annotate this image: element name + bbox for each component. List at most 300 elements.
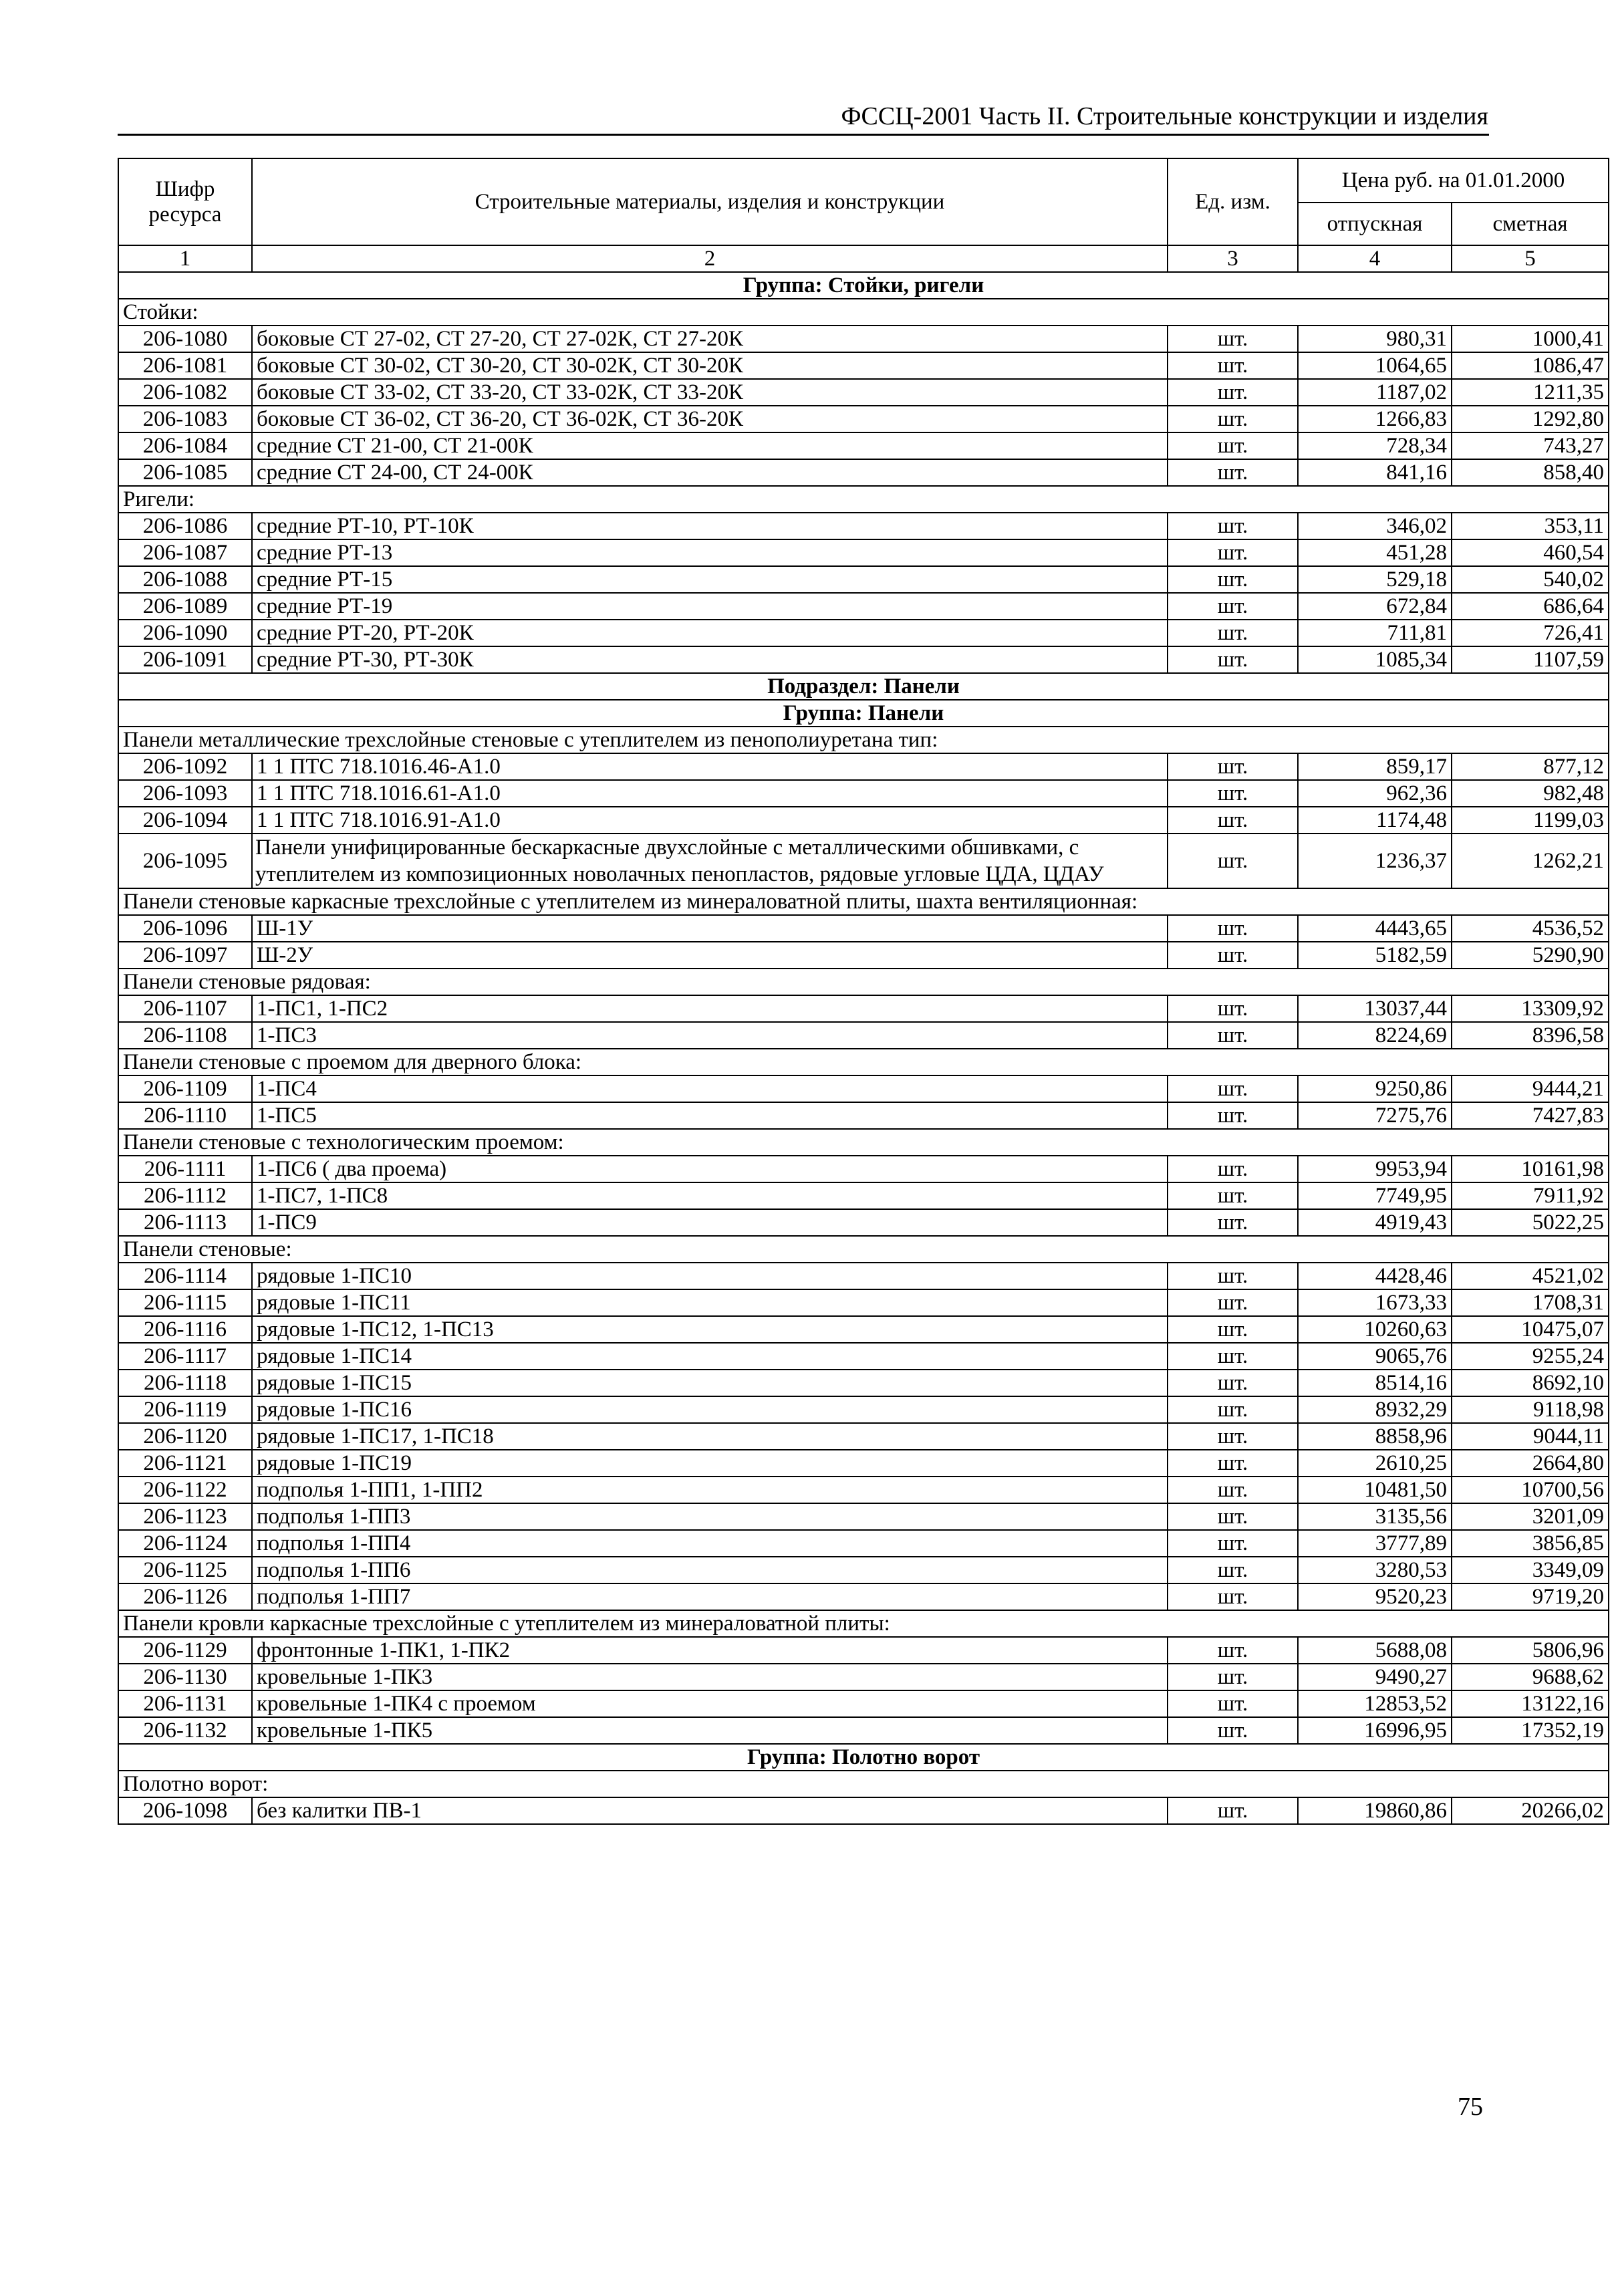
table-row [118,1316,1609,1343]
resource-code: 206-1125 [118,1557,252,1583]
estimate-price: 9118,98 [1452,1396,1609,1423]
material-name: 1-ПС3 [252,1022,1168,1049]
material-name: 1-ПС4 [252,1075,1168,1102]
resource-code: 206-1126 [118,1583,252,1610]
unit-of-measure: шт. [1168,807,1298,834]
table-row [118,780,1609,807]
table-row [118,513,1609,539]
release-price: 5182,59 [1298,942,1452,969]
resource-code: 206-1084 [118,432,252,459]
material-name: Ш-1У [252,915,1168,942]
page-header-title: ФССЦ-2001 Часть II. Строительные конструкции и изделия [841,102,1488,130]
release-price: 1266,83 [1298,406,1452,432]
release-price: 841,16 [1298,459,1452,486]
unit-of-measure: шт. [1168,1022,1298,1049]
material-name: рядовые 1-ПС19 [252,1450,1168,1477]
estimate-price: 1292,80 [1452,406,1609,432]
subheader-row [118,486,1609,513]
resource-code: 206-1096 [118,915,252,942]
unit-of-measure: шт. [1168,1316,1298,1343]
estimate-price: 5022,25 [1452,1209,1609,1236]
subheader-label: Полотно ворот: [118,1771,1609,1797]
release-price: 3777,89 [1298,1530,1452,1557]
subheader-row [118,727,1609,753]
estimate-price: 3201,09 [1452,1503,1609,1530]
resource-code: 206-1083 [118,406,252,432]
unit-of-measure: шт. [1168,1263,1298,1289]
table-row [118,1664,1609,1690]
resource-code: 206-1123 [118,1503,252,1530]
resource-code: 206-1124 [118,1530,252,1557]
release-price: 10481,50 [1298,1477,1452,1503]
column-header-unit: Ед. изм. [1168,158,1298,245]
table-row [118,1637,1609,1664]
subheader-row [118,299,1609,326]
table-row [118,646,1609,673]
release-price: 346,02 [1298,513,1452,539]
unit-of-measure: шт. [1168,1450,1298,1477]
material-name: средние РТ-20, РТ-20К [252,620,1168,646]
resource-code: 206-1097 [118,942,252,969]
material-name: рядовые 1-ПС14 [252,1343,1168,1370]
release-price: 711,81 [1298,620,1452,646]
material-name: кровельные 1-ПК4 с проемом [252,1690,1168,1717]
unit-of-measure: шт. [1168,1370,1298,1396]
subheader-row [118,1049,1609,1075]
unit-of-measure: шт. [1168,1156,1298,1182]
resource-code: 206-1132 [118,1717,252,1744]
material-name: средние СТ 24-00, СТ 24-00К [252,459,1168,486]
unit-of-measure: шт. [1168,1557,1298,1583]
unit-of-measure: шт. [1168,513,1298,539]
resource-code: 206-1090 [118,620,252,646]
table-row [118,352,1609,379]
release-price: 1174,48 [1298,807,1452,834]
table-row [118,566,1609,593]
release-price: 859,17 [1298,753,1452,780]
release-price: 16996,95 [1298,1717,1452,1744]
material-name: фронтонные 1-ПК1, 1-ПК2 [252,1637,1168,1664]
column-header-price: Цена руб. на 01.01.2000 [1298,158,1609,203]
material-name: средние РТ-10, РТ-10К [252,513,1168,539]
release-price: 4428,46 [1298,1263,1452,1289]
resource-code: 206-1089 [118,593,252,620]
column-number: 3 [1168,245,1298,272]
table-row [118,593,1609,620]
material-name: кровельные 1-ПК5 [252,1717,1168,1744]
release-price: 8514,16 [1298,1370,1452,1396]
table-row [118,1530,1609,1557]
unit-of-measure: шт. [1168,1637,1298,1664]
table-header-row [118,158,1609,203]
estimate-price: 7911,92 [1452,1182,1609,1209]
resource-code: 206-1115 [118,1289,252,1316]
material-name: рядовые 1-ПС15 [252,1370,1168,1396]
estimate-price: 10475,07 [1452,1316,1609,1343]
column-header-release: отпускная [1298,203,1452,245]
section-title: Подраздел: Панели [118,673,1609,700]
material-name: 1-ПС6 ( два проема) [252,1156,1168,1182]
unit-of-measure: шт. [1168,1423,1298,1450]
column-header-name: Строительные материалы, изделия и конструкции [252,158,1168,245]
release-price: 529,18 [1298,566,1452,593]
header-rule [118,134,1489,136]
resource-code: 206-1130 [118,1664,252,1690]
unit-of-measure: шт. [1168,1690,1298,1717]
resource-code: 206-1129 [118,1637,252,1664]
material-name: подполья 1-ПП3 [252,1503,1168,1530]
subheader-row [118,888,1609,915]
unit-of-measure: шт. [1168,1102,1298,1129]
resource-code: 206-1116 [118,1316,252,1343]
release-price: 672,84 [1298,593,1452,620]
release-price: 12853,52 [1298,1690,1452,1717]
release-price: 451,28 [1298,539,1452,566]
unit-of-measure: шт. [1168,379,1298,406]
estimate-price: 982,48 [1452,780,1609,807]
release-price: 13037,44 [1298,995,1452,1022]
release-price: 9490,27 [1298,1664,1452,1690]
estimate-price: 9719,20 [1452,1583,1609,1610]
estimate-price: 877,12 [1452,753,1609,780]
table-row [118,942,1609,969]
release-price: 10260,63 [1298,1316,1452,1343]
release-price: 962,36 [1298,780,1452,807]
release-price: 4443,65 [1298,915,1452,942]
estimate-price: 9688,62 [1452,1664,1609,1690]
page-number: 75 [1458,2093,1483,2121]
resource-code: 206-1122 [118,1477,252,1503]
unit-of-measure: шт. [1168,1530,1298,1557]
group-title-row [118,700,1609,727]
unit-of-measure: шт. [1168,834,1298,888]
unit-of-measure: шт. [1168,780,1298,807]
release-price: 3135,56 [1298,1503,1452,1530]
estimate-price: 13122,16 [1452,1690,1609,1717]
column-number: 1 [118,245,252,272]
release-price: 728,34 [1298,432,1452,459]
resource-code: 206-1098 [118,1797,252,1824]
material-name: средние РТ-15 [252,566,1168,593]
resource-code: 206-1117 [118,1343,252,1370]
estimate-price: 3856,85 [1452,1530,1609,1557]
release-price: 8932,29 [1298,1396,1452,1423]
release-price: 1187,02 [1298,379,1452,406]
unit-of-measure: шт. [1168,1209,1298,1236]
estimate-price: 7427,83 [1452,1102,1609,1129]
resource-code: 206-1121 [118,1450,252,1477]
table-row [118,1690,1609,1717]
estimate-price: 1211,35 [1452,379,1609,406]
resource-code: 206-1093 [118,780,252,807]
unit-of-measure: шт. [1168,1289,1298,1316]
subheader-label: Панели стеновые: [118,1236,1609,1263]
unit-of-measure: шт. [1168,1477,1298,1503]
resource-code: 206-1119 [118,1396,252,1423]
table-row [118,1583,1609,1610]
material-name: рядовые 1-ПС10 [252,1263,1168,1289]
material-name: средние СТ 21-00, СТ 21-00К [252,432,1168,459]
estimate-price: 10700,56 [1452,1477,1609,1503]
unit-of-measure: шт. [1168,1343,1298,1370]
release-price: 4919,43 [1298,1209,1452,1236]
unit-of-measure: шт. [1168,1717,1298,1744]
material-name: боковые СТ 33-02, СТ 33-20, СТ 33-02К, СТ 33-20К [252,379,1168,406]
table-row [118,1477,1609,1503]
material-name: средние РТ-13 [252,539,1168,566]
resource-code: 206-1110 [118,1102,252,1129]
estimate-price: 460,54 [1452,539,1609,566]
unit-of-measure: шт. [1168,753,1298,780]
table-row [118,1343,1609,1370]
material-name: подполья 1-ПП1, 1-ПП2 [252,1477,1168,1503]
subheader-label: Панели стеновые рядовая: [118,969,1609,995]
resource-code: 206-1085 [118,459,252,486]
release-price: 1673,33 [1298,1289,1452,1316]
resource-code: 206-1112 [118,1182,252,1209]
unit-of-measure: шт. [1168,1075,1298,1102]
material-name: без калитки ПВ-1 [252,1797,1168,1824]
estimate-price: 13309,92 [1452,995,1609,1022]
estimate-price: 1708,31 [1452,1289,1609,1316]
release-price: 7275,76 [1298,1102,1452,1129]
resource-code: 206-1108 [118,1022,252,1049]
resource-code: 206-1107 [118,995,252,1022]
section-title-row [118,673,1609,700]
subheader-label: Панели металлические трехслойные стеновые с утеплителем из пенополиуретана тип: [118,727,1609,753]
material-name: средние РТ-30, РТ-30К [252,646,1168,673]
material-name: 1-ПС9 [252,1209,1168,1236]
material-name: боковые СТ 36-02, СТ 36-20, СТ 36-02К, СТ 36-20К [252,406,1168,432]
group-title-row [118,272,1609,299]
table-row [118,1289,1609,1316]
resource-code: 206-1118 [118,1370,252,1396]
subheader-label: Стойки: [118,299,1609,326]
resource-code: 206-1086 [118,513,252,539]
table-row [118,1022,1609,1049]
unit-of-measure: шт. [1168,432,1298,459]
unit-of-measure: шт. [1168,352,1298,379]
estimate-price: 353,11 [1452,513,1609,539]
group-title: Группа: Полотно ворот [118,1744,1609,1771]
table-row [118,807,1609,834]
subheader-label: Панели стеновые каркасные трехслойные с утеплителем из минераловатной плиты, шахта вентиляционная: [118,888,1609,915]
release-price: 980,31 [1298,326,1452,352]
unit-of-measure: шт. [1168,1182,1298,1209]
table-row [118,620,1609,646]
unit-of-measure: шт. [1168,1503,1298,1530]
unit-of-measure: шт. [1168,459,1298,486]
estimate-price: 686,64 [1452,593,1609,620]
table-row [118,539,1609,566]
estimate-price: 858,40 [1452,459,1609,486]
subheader-row [118,1771,1609,1797]
unit-of-measure: шт. [1168,942,1298,969]
material-name: 1-ПС7, 1-ПС8 [252,1182,1168,1209]
table-row [118,1557,1609,1583]
table-row [118,1717,1609,1744]
estimate-price: 17352,19 [1452,1717,1609,1744]
resource-code: 206-1087 [118,539,252,566]
estimate-price: 3349,09 [1452,1557,1609,1583]
unit-of-measure: шт. [1168,915,1298,942]
material-name: средние РТ-19 [252,593,1168,620]
unit-of-measure: шт. [1168,593,1298,620]
unit-of-measure: шт. [1168,1797,1298,1824]
table-row [118,326,1609,352]
estimate-price: 743,27 [1452,432,1609,459]
table-row [118,834,1609,888]
release-price: 1085,34 [1298,646,1452,673]
price-table [118,158,1609,1825]
column-number: 5 [1452,245,1609,272]
table-row [118,915,1609,942]
unit-of-measure: шт. [1168,646,1298,673]
unit-of-measure: шт. [1168,566,1298,593]
table-row [118,432,1609,459]
resource-code: 206-1091 [118,646,252,673]
material-name: кровельные 1-ПК3 [252,1664,1168,1690]
release-price: 1064,65 [1298,352,1452,379]
column-number-row [118,245,1609,272]
release-price: 9953,94 [1298,1156,1452,1182]
material-name: рядовые 1-ПС11 [252,1289,1168,1316]
resource-code: 206-1094 [118,807,252,834]
unit-of-measure: шт. [1168,1583,1298,1610]
subheader-label: Панели стеновые с проемом для дверного блока: [118,1049,1609,1075]
release-price: 8224,69 [1298,1022,1452,1049]
estimate-price: 1086,47 [1452,352,1609,379]
material-name: 1 1 ПТС 718.1016.61-А1.0 [252,780,1168,807]
table-row [118,406,1609,432]
estimate-price: 9044,11 [1452,1423,1609,1450]
column-header-estimate: сметная [1452,203,1609,245]
estimate-price: 9255,24 [1452,1343,1609,1370]
subheader-row [118,969,1609,995]
unit-of-measure: шт. [1168,326,1298,352]
estimate-price: 4521,02 [1452,1263,1609,1289]
estimate-price: 4536,52 [1452,915,1609,942]
column-number: 2 [252,245,1168,272]
estimate-price: 1107,59 [1452,646,1609,673]
resource-code: 206-1088 [118,566,252,593]
unit-of-measure: шт. [1168,995,1298,1022]
resource-code: 206-1120 [118,1423,252,1450]
estimate-price: 8692,10 [1452,1370,1609,1396]
table-row [118,995,1609,1022]
estimate-price: 10161,98 [1452,1156,1609,1182]
material-name: 1 1 ПТС 718.1016.91-А1.0 [252,807,1168,834]
group-title: Группа: Стойки, ригели [118,272,1609,299]
table-row [118,1396,1609,1423]
resource-code: 206-1131 [118,1690,252,1717]
estimate-price: 1000,41 [1452,326,1609,352]
column-number: 4 [1298,245,1452,272]
material-name: 1 1 ПТС 718.1016.46-А1.0 [252,753,1168,780]
resource-code: 206-1095 [118,834,252,888]
material-name: Ш-2У [252,942,1168,969]
material-name: рядовые 1-ПС17, 1-ПС18 [252,1423,1168,1450]
group-title: Группа: Панели [118,700,1609,727]
estimate-price: 1262,21 [1452,834,1609,888]
material-name: 1-ПС5 [252,1102,1168,1129]
material-name: Панели унифицированные бескаркасные двухслойные с металлическими обшивками, с утеплителем из композиционных новолачных пенопластов, рядовые угловые ЦДА, ЦДАУ [252,834,1168,888]
unit-of-measure: шт. [1168,1664,1298,1690]
table-row [118,1263,1609,1289]
unit-of-measure: шт. [1168,1396,1298,1423]
table-row [118,1797,1609,1824]
table-row [118,1102,1609,1129]
release-price: 9065,76 [1298,1343,1452,1370]
table-row [118,1450,1609,1477]
release-price: 5688,08 [1298,1637,1452,1664]
unit-of-measure: шт. [1168,539,1298,566]
release-price: 7749,95 [1298,1182,1452,1209]
release-price: 9250,86 [1298,1075,1452,1102]
subheader-label: Панели стеновые с технологическим проемом: [118,1129,1609,1156]
estimate-price: 726,41 [1452,620,1609,646]
estimate-price: 5290,90 [1452,942,1609,969]
estimate-price: 540,02 [1452,566,1609,593]
table-row [118,1182,1609,1209]
resource-code: 206-1080 [118,326,252,352]
release-price: 9520,23 [1298,1583,1452,1610]
subheader-label: Ригели: [118,486,1609,513]
subheader-row [118,1610,1609,1637]
material-name: подполья 1-ПП4 [252,1530,1168,1557]
resource-code: 206-1109 [118,1075,252,1102]
estimate-price: 20266,02 [1452,1797,1609,1824]
release-price: 1236,37 [1298,834,1452,888]
resource-code: 206-1082 [118,379,252,406]
subheader-label: Панели кровли каркасные трехслойные с утеплителем из минераловатной плиты: [118,1610,1609,1637]
subheader-row [118,1236,1609,1263]
table-row [118,1423,1609,1450]
table-row [118,1370,1609,1396]
release-price: 8858,96 [1298,1423,1452,1450]
table-row [118,753,1609,780]
material-name: подполья 1-ПП6 [252,1557,1168,1583]
table-row [118,1075,1609,1102]
material-name: рядовые 1-ПС12, 1-ПС13 [252,1316,1168,1343]
release-price: 2610,25 [1298,1450,1452,1477]
material-name: подполья 1-ПП7 [252,1583,1168,1610]
estimate-price: 1199,03 [1452,807,1609,834]
table-row [118,1503,1609,1530]
release-price: 19860,86 [1298,1797,1452,1824]
estimate-price: 9444,21 [1452,1075,1609,1102]
estimate-price: 2664,80 [1452,1450,1609,1477]
material-name: 1-ПС1, 1-ПС2 [252,995,1168,1022]
material-name: боковые СТ 30-02, СТ 30-20, СТ 30-02К, СТ 30-20К [252,352,1168,379]
material-name: рядовые 1-ПС16 [252,1396,1168,1423]
unit-of-measure: шт. [1168,406,1298,432]
unit-of-measure: шт. [1168,620,1298,646]
column-header-code: Шифр ресурса [118,158,252,245]
estimate-price: 5806,96 [1452,1637,1609,1664]
table-row [118,379,1609,406]
estimate-price: 8396,58 [1452,1022,1609,1049]
group-title-row [118,1744,1609,1771]
resource-code: 206-1114 [118,1263,252,1289]
resource-code: 206-1113 [118,1209,252,1236]
material-name: боковые СТ 27-02, СТ 27-20, СТ 27-02К, СТ 27-20К [252,326,1168,352]
resource-code: 206-1092 [118,753,252,780]
subheader-row [118,1129,1609,1156]
table-row [118,1209,1609,1236]
release-price: 3280,53 [1298,1557,1452,1583]
table-row [118,1156,1609,1182]
